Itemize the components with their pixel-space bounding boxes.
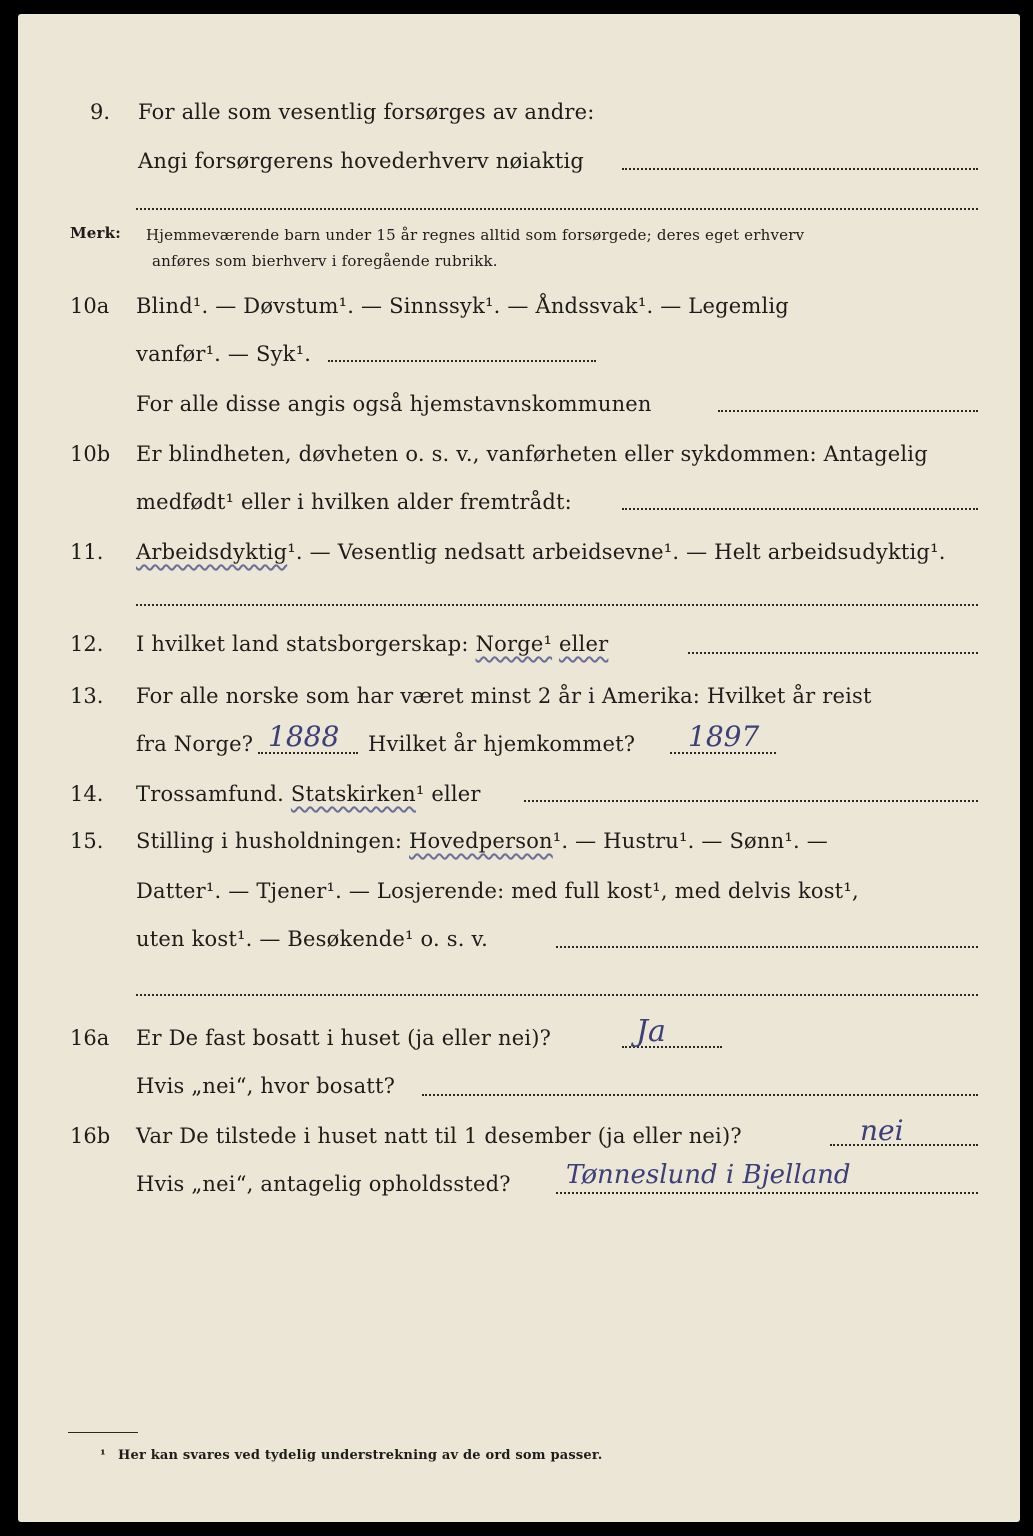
q10a-line2: vanfør¹. — Syk¹.: [136, 342, 312, 366]
q16b-answer-line: [830, 1144, 978, 1146]
census-form-page: [18, 14, 1020, 1522]
q14-number: 14.: [70, 782, 104, 806]
q15-extra-line: [136, 994, 978, 996]
merk-line1: Hjemmeværende barn under 15 år regnes alltid som forsørgede; deres eget erhverv: [146, 226, 805, 244]
q15-underlined-option: Hovedperson: [409, 829, 553, 853]
q10a-number: 10a: [70, 294, 110, 318]
q13-number: 13.: [70, 684, 104, 708]
q11-extra-line: [136, 604, 978, 606]
q9-extra-line: [136, 208, 978, 210]
q10b-line2: medfødt¹ eller i hvilken alder fremtrådt:: [136, 490, 572, 514]
q10b-number: 10b: [70, 442, 111, 466]
q10a-line3: For alle disse angis også hjemstavnskommunen: [136, 392, 652, 416]
q16b-line1: Var De tilstede i huset natt til 1 desember (ja eller nei)?: [136, 1124, 742, 1148]
q16b-number: 16b: [70, 1124, 111, 1148]
q9-line2: Angi forsørgerens hovederhverv nøiaktig: [138, 149, 585, 173]
q15-number: 15.: [70, 829, 104, 853]
q14-underlined-option: Statskirken: [290, 782, 416, 806]
q10a-line1: Blind¹. — Døvstum¹. — Sinnssyk¹. — Åndssvak¹. — Legemlig: [136, 294, 789, 318]
q14-pre: Trossamfund.: [136, 782, 285, 806]
q12-answer-line: [688, 652, 978, 654]
q10a-kommune-line: [718, 410, 978, 412]
q16a-line2: Hvis „nei“, hvor bosatt?: [136, 1074, 396, 1098]
q10b-line1: Er blindheten, døvheten o. s. v., vanførheten eller sykdommen: Antagelig: [136, 442, 928, 466]
q10a-answer-line: [328, 360, 596, 362]
q16b-handwritten-opholdssted: Tønneslund i Bjelland: [566, 1160, 851, 1190]
q16a-handwritten-answer: Ja: [636, 1014, 666, 1049]
q9-answer-line: [622, 168, 978, 170]
q9-line1: For alle som vesentlig forsørges av andre:: [138, 100, 595, 124]
q15-line1: [136, 829, 828, 853]
q12-underlined-option: Norge¹: [475, 632, 553, 656]
q13-handwritten-year-reist: 1888: [268, 720, 340, 753]
q15-pre: Stilling i husholdningen:: [136, 829, 403, 853]
q10b-answer-line: [622, 508, 978, 510]
footnote-rule: [68, 1432, 138, 1433]
q12-text: [136, 632, 608, 656]
q12-number: 12.: [70, 632, 104, 656]
merk-label: Merk:: [70, 224, 121, 242]
q16b-opholdssted-line: [556, 1192, 978, 1194]
q14-answer-line: [524, 800, 978, 802]
q15-line2: Datter¹. — Tjener¹. — Losjerende: med full kost¹, med delvis kost¹,: [136, 879, 859, 903]
footnote-text: Her kan svares ved tydelig understrekning av de ord som passer.: [118, 1448, 603, 1463]
q13-line1: For alle norske som har været minst 2 år i Amerika: Hvilket år reist: [136, 684, 872, 708]
q16a-number: 16a: [70, 1026, 110, 1050]
q14-post: ¹ eller: [415, 782, 481, 806]
merk-line2: anføres som bierhverv i foregående rubrikk.: [152, 252, 498, 270]
q9-number: 9.: [90, 100, 111, 124]
q16b-line2: Hvis „nei“, antagelig opholdssted?: [136, 1172, 511, 1196]
q11-number: 11.: [70, 540, 104, 564]
q12-pre: I hvilket land statsborgerskap:: [136, 632, 469, 656]
q15-rest: ¹. — Hustru¹. — Sønn¹. —: [552, 829, 828, 853]
q12-post: eller: [559, 632, 609, 656]
q14-text: [136, 782, 481, 806]
q16b-handwritten-answer: nei: [860, 1114, 904, 1147]
q16a-line1: Er De fast bosatt i huset (ja eller nei)?: [136, 1026, 552, 1050]
q13-handwritten-year-hjem: 1897: [688, 720, 760, 753]
q11-text: [136, 540, 946, 564]
q11-rest: ¹. — Vesentlig nedsatt arbeidsevne¹. — Helt arbeidsudyktig¹.: [287, 540, 946, 564]
q15-line3: uten kost¹. — Besøkende¹ o. s. v.: [136, 927, 488, 951]
q11-underlined-option: Arbeidsdyktig: [136, 540, 288, 564]
q13-pre: fra Norge?: [136, 732, 254, 756]
q16a-bosatt-line: [422, 1094, 978, 1096]
q13-mid: Hvilket år hjemkommet?: [368, 732, 636, 756]
q15-answer-line: [556, 946, 978, 948]
footnote-mark: ¹: [100, 1448, 106, 1463]
